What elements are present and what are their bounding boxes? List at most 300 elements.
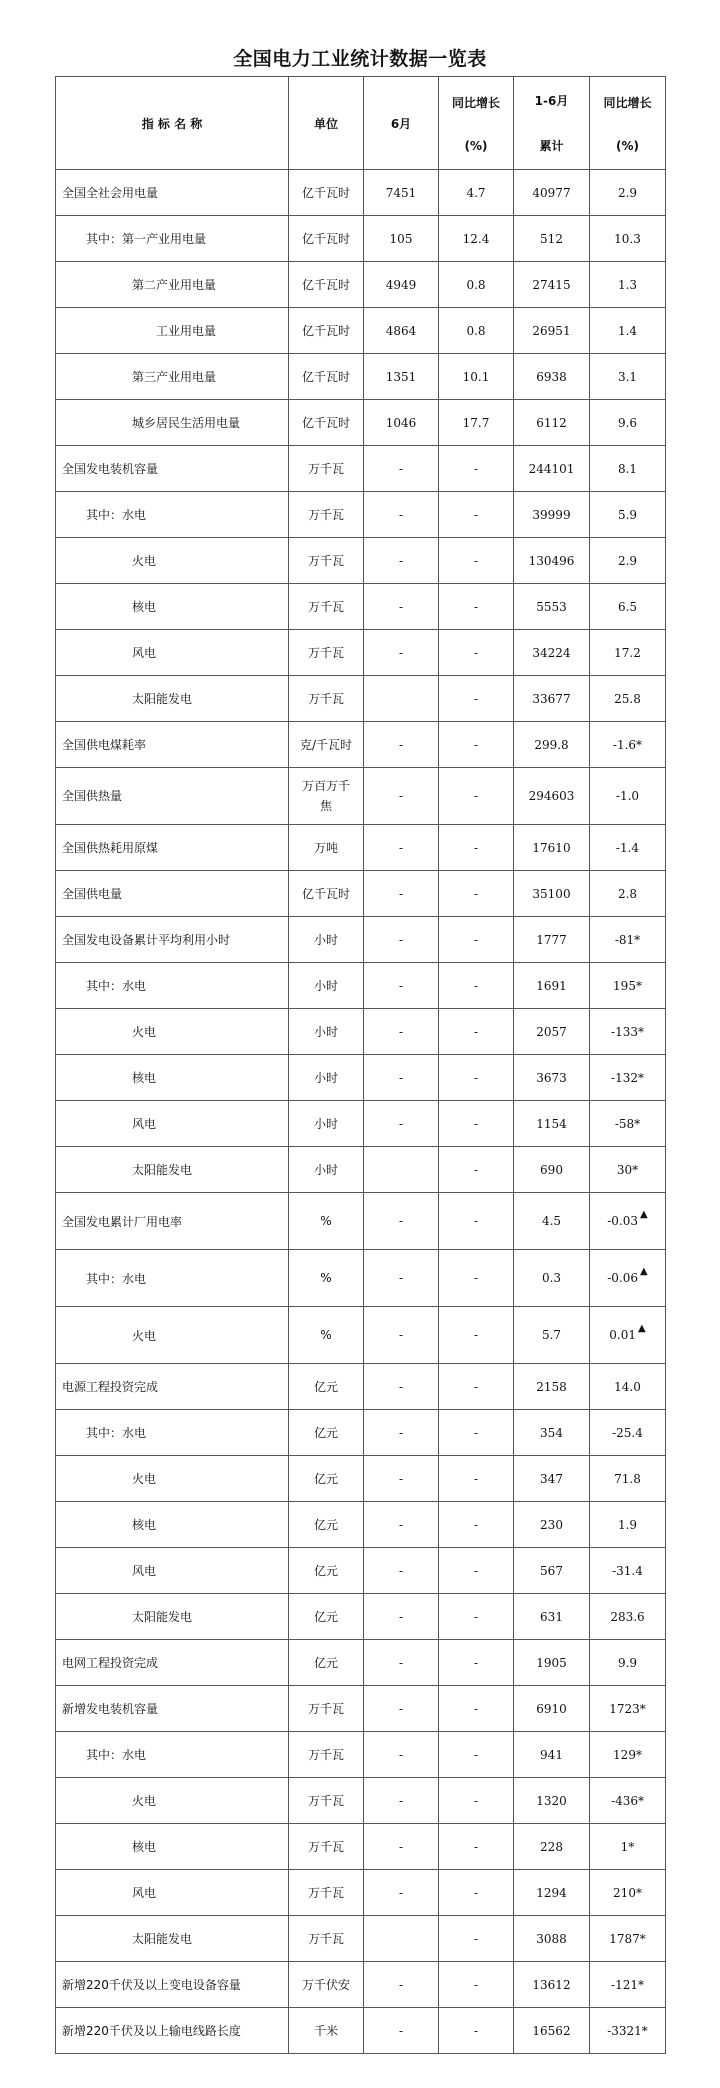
cell-indicator-name-text: 第三产业用电量: [132, 370, 217, 384]
cell-cumulative-value-text: 5.7: [541, 1328, 562, 1342]
cell-cumulative-growth: [590, 1594, 666, 1640]
table-row: [56, 1640, 666, 1686]
cell-indicator-name: [56, 676, 289, 722]
cell-cumulative-growth-text: -0.06: [607, 1271, 639, 1285]
cell-month-value: [364, 1009, 439, 1055]
cell-month-value: [364, 768, 439, 825]
cell-month-value: [364, 584, 439, 630]
cell-cumulative-growth: [590, 1962, 666, 2008]
cell-cumulative-value: [514, 768, 590, 825]
cell-cumulative-growth: [590, 1548, 666, 1594]
table-row: [56, 1916, 666, 1962]
cell-cumulative-growth: [590, 1410, 666, 1456]
cell-month-growth-text: 0.8: [466, 277, 486, 292]
cell-month-value: [364, 1870, 439, 1916]
cell-cumulative-growth-text: 14.0: [614, 1379, 641, 1394]
cell-cumulative-value-text: 1320: [536, 1793, 567, 1808]
cell-cumulative-value-text: 354: [540, 1425, 563, 1440]
cell-cumulative-value: [514, 1193, 590, 1250]
cell-indicator-name: [56, 1101, 289, 1147]
cell-month-growth-text: -: [473, 1609, 479, 1624]
cell-unit: [289, 722, 364, 768]
table-row: [56, 676, 666, 722]
cell-cumulative-growth-text: 2.9: [617, 553, 638, 568]
cell-month-value: [364, 1548, 439, 1594]
cell-unit: [289, 354, 364, 400]
triangle-marker-icon: ▲: [640, 1209, 648, 1220]
cell-cumulative-growth-text: 25.8: [614, 691, 641, 706]
cell-unit: [289, 825, 364, 871]
cell-unit: [289, 1916, 364, 1962]
cell-indicator-name: [56, 446, 289, 492]
cell-month-growth-text: -: [473, 461, 479, 476]
cell-unit-text: 亿千瓦时: [301, 887, 350, 901]
cell-month-growth-text: -: [473, 1425, 479, 1440]
cell-cumulative-value: [514, 1009, 590, 1055]
cell-indicator-name-text: 新增220千伏及以上变电设备容量: [62, 1978, 241, 1992]
table-row: [56, 584, 666, 630]
cell-unit: [289, 676, 364, 722]
cell-cumulative-value: [514, 1962, 590, 2008]
cell-indicator-name-text: 风电: [132, 1886, 157, 1900]
cell-unit-text: 小时: [313, 1071, 338, 1085]
cell-indicator-name: [56, 1147, 289, 1193]
cell-unit: [289, 1307, 364, 1364]
cell-month-value: [364, 1824, 439, 1870]
cell-cumulative-value: [514, 400, 590, 446]
cell-cumulative-growth: [590, 1640, 666, 1686]
cell-cumulative-value: [514, 216, 590, 262]
cell-month-growth-text: 12.4: [462, 231, 490, 246]
cell-month-growth: [439, 354, 514, 400]
cell-unit-text: 万千瓦: [307, 1794, 344, 1808]
cell-month-value-text: -: [398, 1701, 404, 1716]
cell-indicator-name: [56, 400, 289, 446]
cell-unit: [289, 1101, 364, 1147]
cell-indicator-name-text: 火电: [132, 554, 157, 568]
table-row: [56, 1962, 666, 2008]
cell-cumulative-growth: [590, 1824, 666, 1870]
cell-month-value-text: -: [398, 1070, 404, 1085]
cell-indicator-name: [56, 2008, 289, 2054]
cell-unit-text: 亿千瓦时: [301, 232, 350, 246]
cell-cumulative-growth-text: -1.6*: [612, 737, 643, 752]
cell-unit: [289, 262, 364, 308]
cell-unit: [289, 963, 364, 1009]
cell-unit-text: 亿元: [313, 1610, 338, 1624]
table-row: [56, 768, 666, 825]
table-row: [56, 825, 666, 871]
cell-month-growth-text: -: [473, 1162, 479, 1177]
cell-unit: [289, 1193, 364, 1250]
cell-month-value: [364, 1055, 439, 1101]
cell-month-growth-text: -: [473, 737, 479, 752]
cell-unit: [289, 1502, 364, 1548]
cell-indicator-name: [56, 492, 289, 538]
cell-month-value: [364, 1916, 439, 1962]
cell-unit-text: 亿元: [313, 1518, 338, 1532]
cell-cumulative-growth: [590, 1778, 666, 1824]
cell-cumulative-growth-text: -1.0: [615, 789, 640, 803]
cell-indicator-name: [56, 170, 289, 216]
cell-cumulative-value: [514, 871, 590, 917]
cell-indicator-name: [56, 1824, 289, 1870]
statistics-table: [55, 76, 666, 2054]
cell-indicator-name: [56, 722, 289, 768]
header-unit: 单位: [289, 77, 364, 170]
cell-month-value: [364, 630, 439, 676]
cell-month-growth-text: -: [473, 599, 479, 614]
cell-month-growth-text: -: [473, 1517, 479, 1532]
cell-cumulative-growth-text: -58*: [614, 1116, 641, 1131]
cell-month-value-text: -: [398, 1328, 404, 1342]
cell-month-value-text: -: [398, 1885, 404, 1900]
cell-month-value: [364, 1686, 439, 1732]
cell-unit-text: 小时: [313, 1163, 338, 1177]
table-row: [56, 170, 666, 216]
cell-month-value: [364, 492, 439, 538]
header-row: [56, 77, 666, 170]
cell-cumulative-value: [514, 492, 590, 538]
cell-month-growth: [439, 1870, 514, 1916]
cell-indicator-name-text: 新增220千伏及以上输电线路长度: [62, 2024, 241, 2038]
cell-cumulative-growth: [590, 492, 666, 538]
table-row: [56, 1307, 666, 1364]
table-row: [56, 1250, 666, 1307]
cell-month-growth-text: -: [473, 1655, 479, 1670]
cell-cumulative-growth-text: -436*: [611, 1793, 644, 1808]
cell-cumulative-value: [514, 1916, 590, 1962]
cell-unit-text: 小时: [313, 1117, 338, 1131]
cell-month-value: [364, 917, 439, 963]
table-row: [56, 2008, 666, 2054]
cell-cumulative-growth-text: 1723*: [609, 1701, 646, 1716]
header-cumulative: 1-6月 累计: [514, 77, 590, 170]
cell-month-growth-text: -: [473, 507, 479, 522]
cell-unit-text: 亿元: [313, 1564, 338, 1578]
cell-month-value: [364, 1410, 439, 1456]
cell-month-value: [364, 676, 439, 722]
table-row: [56, 1055, 666, 1101]
cell-unit: [289, 492, 364, 538]
cell-cumulative-value-text: 17610: [532, 840, 571, 855]
cell-month-growth-text: 4.7: [466, 185, 486, 200]
cell-month-growth-text: -: [473, 932, 479, 947]
cell-indicator-name-text: 火电: [132, 1025, 157, 1039]
cell-cumulative-value: [514, 1147, 590, 1193]
cell-month-growth: [439, 1778, 514, 1824]
cell-month-value-text: -: [398, 2023, 404, 2038]
cell-cumulative-growth-text: 195*: [613, 978, 642, 993]
cell-indicator-name: [56, 1594, 289, 1640]
cell-cumulative-growth: [590, 308, 666, 354]
cell-month-growth: [439, 446, 514, 492]
cell-indicator-name: [56, 1055, 289, 1101]
cell-unit: [289, 1686, 364, 1732]
cell-month-growth: [439, 492, 514, 538]
cell-indicator-name: [56, 354, 289, 400]
cell-cumulative-growth-text: -121*: [611, 1977, 644, 1992]
table-row: [56, 1147, 666, 1193]
cell-month-value-text: -: [398, 507, 404, 522]
cell-cumulative-value: [514, 1456, 590, 1502]
cell-month-growth-text: -: [473, 1214, 479, 1228]
cell-cumulative-growth-text: 1787*: [609, 1931, 646, 1946]
cell-cumulative-growth-text: -31.4: [612, 1563, 643, 1578]
cell-cumulative-growth-text: 1*: [620, 1839, 635, 1854]
cell-month-value-text: -: [398, 553, 404, 568]
cell-indicator-name-text: 全国全社会用电量: [62, 186, 159, 200]
cell-unit: [289, 538, 364, 584]
cell-indicator-name-text: 全国供电量: [62, 887, 123, 901]
cell-month-growth-text: -: [473, 1271, 479, 1285]
cell-cumulative-value-text: 567: [540, 1563, 563, 1578]
cell-unit-text: 千米: [313, 2024, 338, 2038]
cell-cumulative-value: [514, 308, 590, 354]
cell-cumulative-value-text: 230: [540, 1517, 563, 1532]
cell-month-value: [364, 871, 439, 917]
cell-month-growth: [439, 871, 514, 917]
cell-cumulative-value-text: 512: [540, 231, 563, 246]
cell-cumulative-growth-text: 0.01: [609, 1328, 636, 1342]
cell-month-growth-text: 10.1: [462, 369, 490, 384]
cell-unit: [289, 871, 364, 917]
cell-unit-text: 万百万千焦: [302, 779, 351, 813]
cell-indicator-name-text: 全国发电设备累计平均利用小时: [62, 933, 231, 947]
cell-indicator-name-text: 城乡居民生活用电量: [132, 416, 241, 430]
cell-indicator-name: [56, 262, 289, 308]
table-row: [56, 1410, 666, 1456]
cell-month-value: [364, 308, 439, 354]
cell-cumulative-growth: [590, 722, 666, 768]
cell-unit-text: 万千瓦: [307, 646, 344, 660]
cell-unit: [289, 584, 364, 630]
table-row: [56, 308, 666, 354]
cell-unit-text: 亿元: [313, 1472, 338, 1486]
cell-unit-text: 万千瓦: [307, 1840, 344, 1854]
cell-cumulative-value-text: 5553: [536, 599, 567, 614]
cell-cumulative-growth: [590, 538, 666, 584]
cell-cumulative-growth-text: 1.3: [617, 277, 638, 292]
cell-indicator-name: [56, 1193, 289, 1250]
cell-month-growth: [439, 216, 514, 262]
cell-month-growth-text: -: [473, 1379, 479, 1394]
cell-indicator-name: [56, 1456, 289, 1502]
triangle-marker-icon: ▲: [640, 1266, 648, 1277]
cell-month-growth-text: -: [473, 1116, 479, 1131]
cell-month-growth: [439, 768, 514, 825]
cell-month-growth: [439, 1456, 514, 1502]
header-month: 6月: [364, 77, 439, 170]
cell-cumulative-growth-text: -0.03: [607, 1214, 639, 1228]
cell-unit: [289, 917, 364, 963]
cell-cumulative-value: [514, 1594, 590, 1640]
cell-indicator-name-text: 全国发电装机容量: [62, 462, 159, 476]
cell-month-value-text: 1351: [385, 369, 417, 384]
cell-month-growth: [439, 676, 514, 722]
cell-month-growth-text: 17.7: [462, 415, 490, 430]
cell-cumulative-growth-text: 2.9: [617, 185, 638, 200]
cell-unit: [289, 1594, 364, 1640]
cell-cumulative-growth: [590, 1009, 666, 1055]
cell-month-growth-text: -: [473, 1070, 479, 1085]
cell-cumulative-growth: [590, 1055, 666, 1101]
cell-unit-text: %: [320, 1328, 332, 1342]
cell-unit: [289, 1962, 364, 2008]
table-row: [56, 1101, 666, 1147]
table-row: [56, 630, 666, 676]
table-row: [56, 492, 666, 538]
cell-unit: [289, 2008, 364, 2054]
cell-cumulative-value: [514, 630, 590, 676]
cell-indicator-name: [56, 1410, 289, 1456]
cell-unit: [289, 1456, 364, 1502]
cell-month-value-text: -: [398, 789, 404, 803]
cell-indicator-name-text: 太阳能发电: [132, 1610, 193, 1624]
cell-cumulative-growth-text: 5.9: [617, 507, 638, 522]
cell-month-growth: [439, 722, 514, 768]
cell-cumulative-growth: [590, 400, 666, 446]
cell-cumulative-growth-text: 1.4: [617, 323, 638, 338]
cell-cumulative-growth: [590, 917, 666, 963]
cell-month-value-text: -: [398, 1116, 404, 1131]
cell-cumulative-growth-text: 283.6: [610, 1609, 645, 1624]
cell-month-growth-text: -: [473, 978, 479, 993]
cell-month-value-text: -: [398, 1563, 404, 1578]
table-row: [56, 262, 666, 308]
cell-month-growth: [439, 1193, 514, 1250]
cell-cumulative-growth-text: -3321*: [607, 2023, 648, 2038]
cell-indicator-name-text: 其中：水电: [86, 1426, 147, 1440]
cell-unit-text: 克/千瓦时: [299, 738, 353, 752]
cell-month-growth: [439, 1962, 514, 2008]
cell-month-value-text: -: [398, 1609, 404, 1624]
cell-cumulative-growth: [590, 1364, 666, 1410]
cell-unit: [289, 216, 364, 262]
cell-unit: [289, 170, 364, 216]
cell-month-growth-text: -: [473, 1563, 479, 1578]
cell-indicator-name-text: 火电: [132, 1328, 157, 1343]
cell-month-growth-text: -: [473, 1931, 479, 1946]
cell-month-value-text: -: [398, 840, 404, 855]
cell-month-growth: [439, 1101, 514, 1147]
cell-indicator-name-text: 其中：水电: [86, 508, 147, 522]
cell-month-growth: [439, 1307, 514, 1364]
cell-unit-text: 亿千瓦时: [301, 186, 350, 200]
cell-cumulative-growth-text: 1.9: [617, 1517, 638, 1532]
cell-cumulative-value-text: 2057: [536, 1024, 567, 1039]
cell-unit-text: 亿千瓦时: [301, 278, 350, 292]
cell-indicator-name: [56, 1916, 289, 1962]
cell-cumulative-value-text: 294603: [528, 789, 575, 803]
cell-month-growth: [439, 538, 514, 584]
cell-unit: [289, 1870, 364, 1916]
cell-month-value: [364, 1732, 439, 1778]
cell-month-growth: [439, 1009, 514, 1055]
cell-month-value: [364, 216, 439, 262]
cell-cumulative-growth: [590, 446, 666, 492]
cell-month-value-text: -: [398, 1214, 404, 1228]
cell-cumulative-growth: [590, 1870, 666, 1916]
cell-cumulative-value-text: 3088: [536, 1931, 567, 1946]
cell-indicator-name-text: 全国供热耗用原煤: [62, 841, 159, 855]
table-row: [56, 1778, 666, 1824]
cell-unit: [289, 1147, 364, 1193]
cell-unit-text: 亿元: [313, 1656, 338, 1670]
cell-unit-text: 亿千瓦时: [301, 416, 350, 430]
cell-cumulative-value-text: 299.8: [534, 737, 569, 752]
cell-month-growth: [439, 1364, 514, 1410]
cell-cumulative-value-text: 690: [540, 1162, 563, 1177]
cell-indicator-name: [56, 1548, 289, 1594]
cell-cumulative-growth-text: -1.4: [615, 840, 640, 855]
cell-month-growth-text: -: [473, 645, 479, 660]
header-month-growth: 同比增长 (%): [439, 77, 514, 170]
cell-cumulative-value-text: 35100: [532, 886, 571, 901]
cell-unit: [289, 1778, 364, 1824]
cell-cumulative-value-text: 1691: [536, 978, 567, 993]
cell-month-value-text: -: [398, 932, 404, 947]
cell-indicator-name: [56, 216, 289, 262]
cell-month-value: [364, 1364, 439, 1410]
cell-unit-text: 万吨: [313, 841, 338, 855]
cell-cumulative-growth: [590, 768, 666, 825]
cell-month-growth: [439, 1502, 514, 1548]
cell-month-value-text: 4864: [385, 323, 417, 338]
cell-cumulative-value: [514, 1055, 590, 1101]
cell-indicator-name: [56, 1502, 289, 1548]
cell-cumulative-growth-text: -81*: [614, 932, 641, 947]
cell-month-growth: [439, 308, 514, 354]
cell-month-growth-text: -: [473, 886, 479, 901]
cell-cumulative-value: [514, 1686, 590, 1732]
cell-month-growth: [439, 262, 514, 308]
cell-indicator-name: [56, 584, 289, 630]
cell-cumulative-value-text: 6112: [536, 415, 567, 430]
cell-unit-text: 万千瓦: [307, 508, 344, 522]
cell-cumulative-growth-text: 3.1: [617, 369, 638, 384]
cell-indicator-name: [56, 768, 289, 825]
table-row: [56, 917, 666, 963]
cell-unit-text: 小时: [313, 933, 338, 947]
cell-month-value: [364, 1594, 439, 1640]
cell-month-value: [364, 963, 439, 1009]
cell-month-value-text: -: [398, 599, 404, 614]
cell-unit: [289, 1640, 364, 1686]
cell-month-value-text: -: [398, 1271, 404, 1285]
cell-month-growth: [439, 2008, 514, 2054]
cell-month-value: [364, 1502, 439, 1548]
cell-cumulative-value-text: 16562: [532, 2023, 571, 2038]
cell-month-value: [364, 170, 439, 216]
cell-indicator-name: [56, 1307, 289, 1364]
table-row: [56, 1686, 666, 1732]
cell-indicator-name-text: 火电: [132, 1794, 157, 1808]
cell-unit-text: 万千瓦: [307, 1702, 344, 1716]
cell-unit-text: 万千瓦: [307, 1932, 344, 1946]
cell-month-value: [364, 1147, 439, 1193]
cell-month-value: [364, 1193, 439, 1250]
cell-cumulative-value-text: 631: [540, 1609, 563, 1624]
cell-month-growth-text: -: [473, 1977, 479, 1992]
cell-unit: [289, 768, 364, 825]
table-row: [56, 722, 666, 768]
cell-unit-text: 小时: [313, 1025, 338, 1039]
cell-indicator-name-text: 核电: [132, 1840, 157, 1854]
cell-cumulative-value-text: 39999: [532, 507, 571, 522]
cell-cumulative-value: [514, 446, 590, 492]
table-row: [56, 1870, 666, 1916]
